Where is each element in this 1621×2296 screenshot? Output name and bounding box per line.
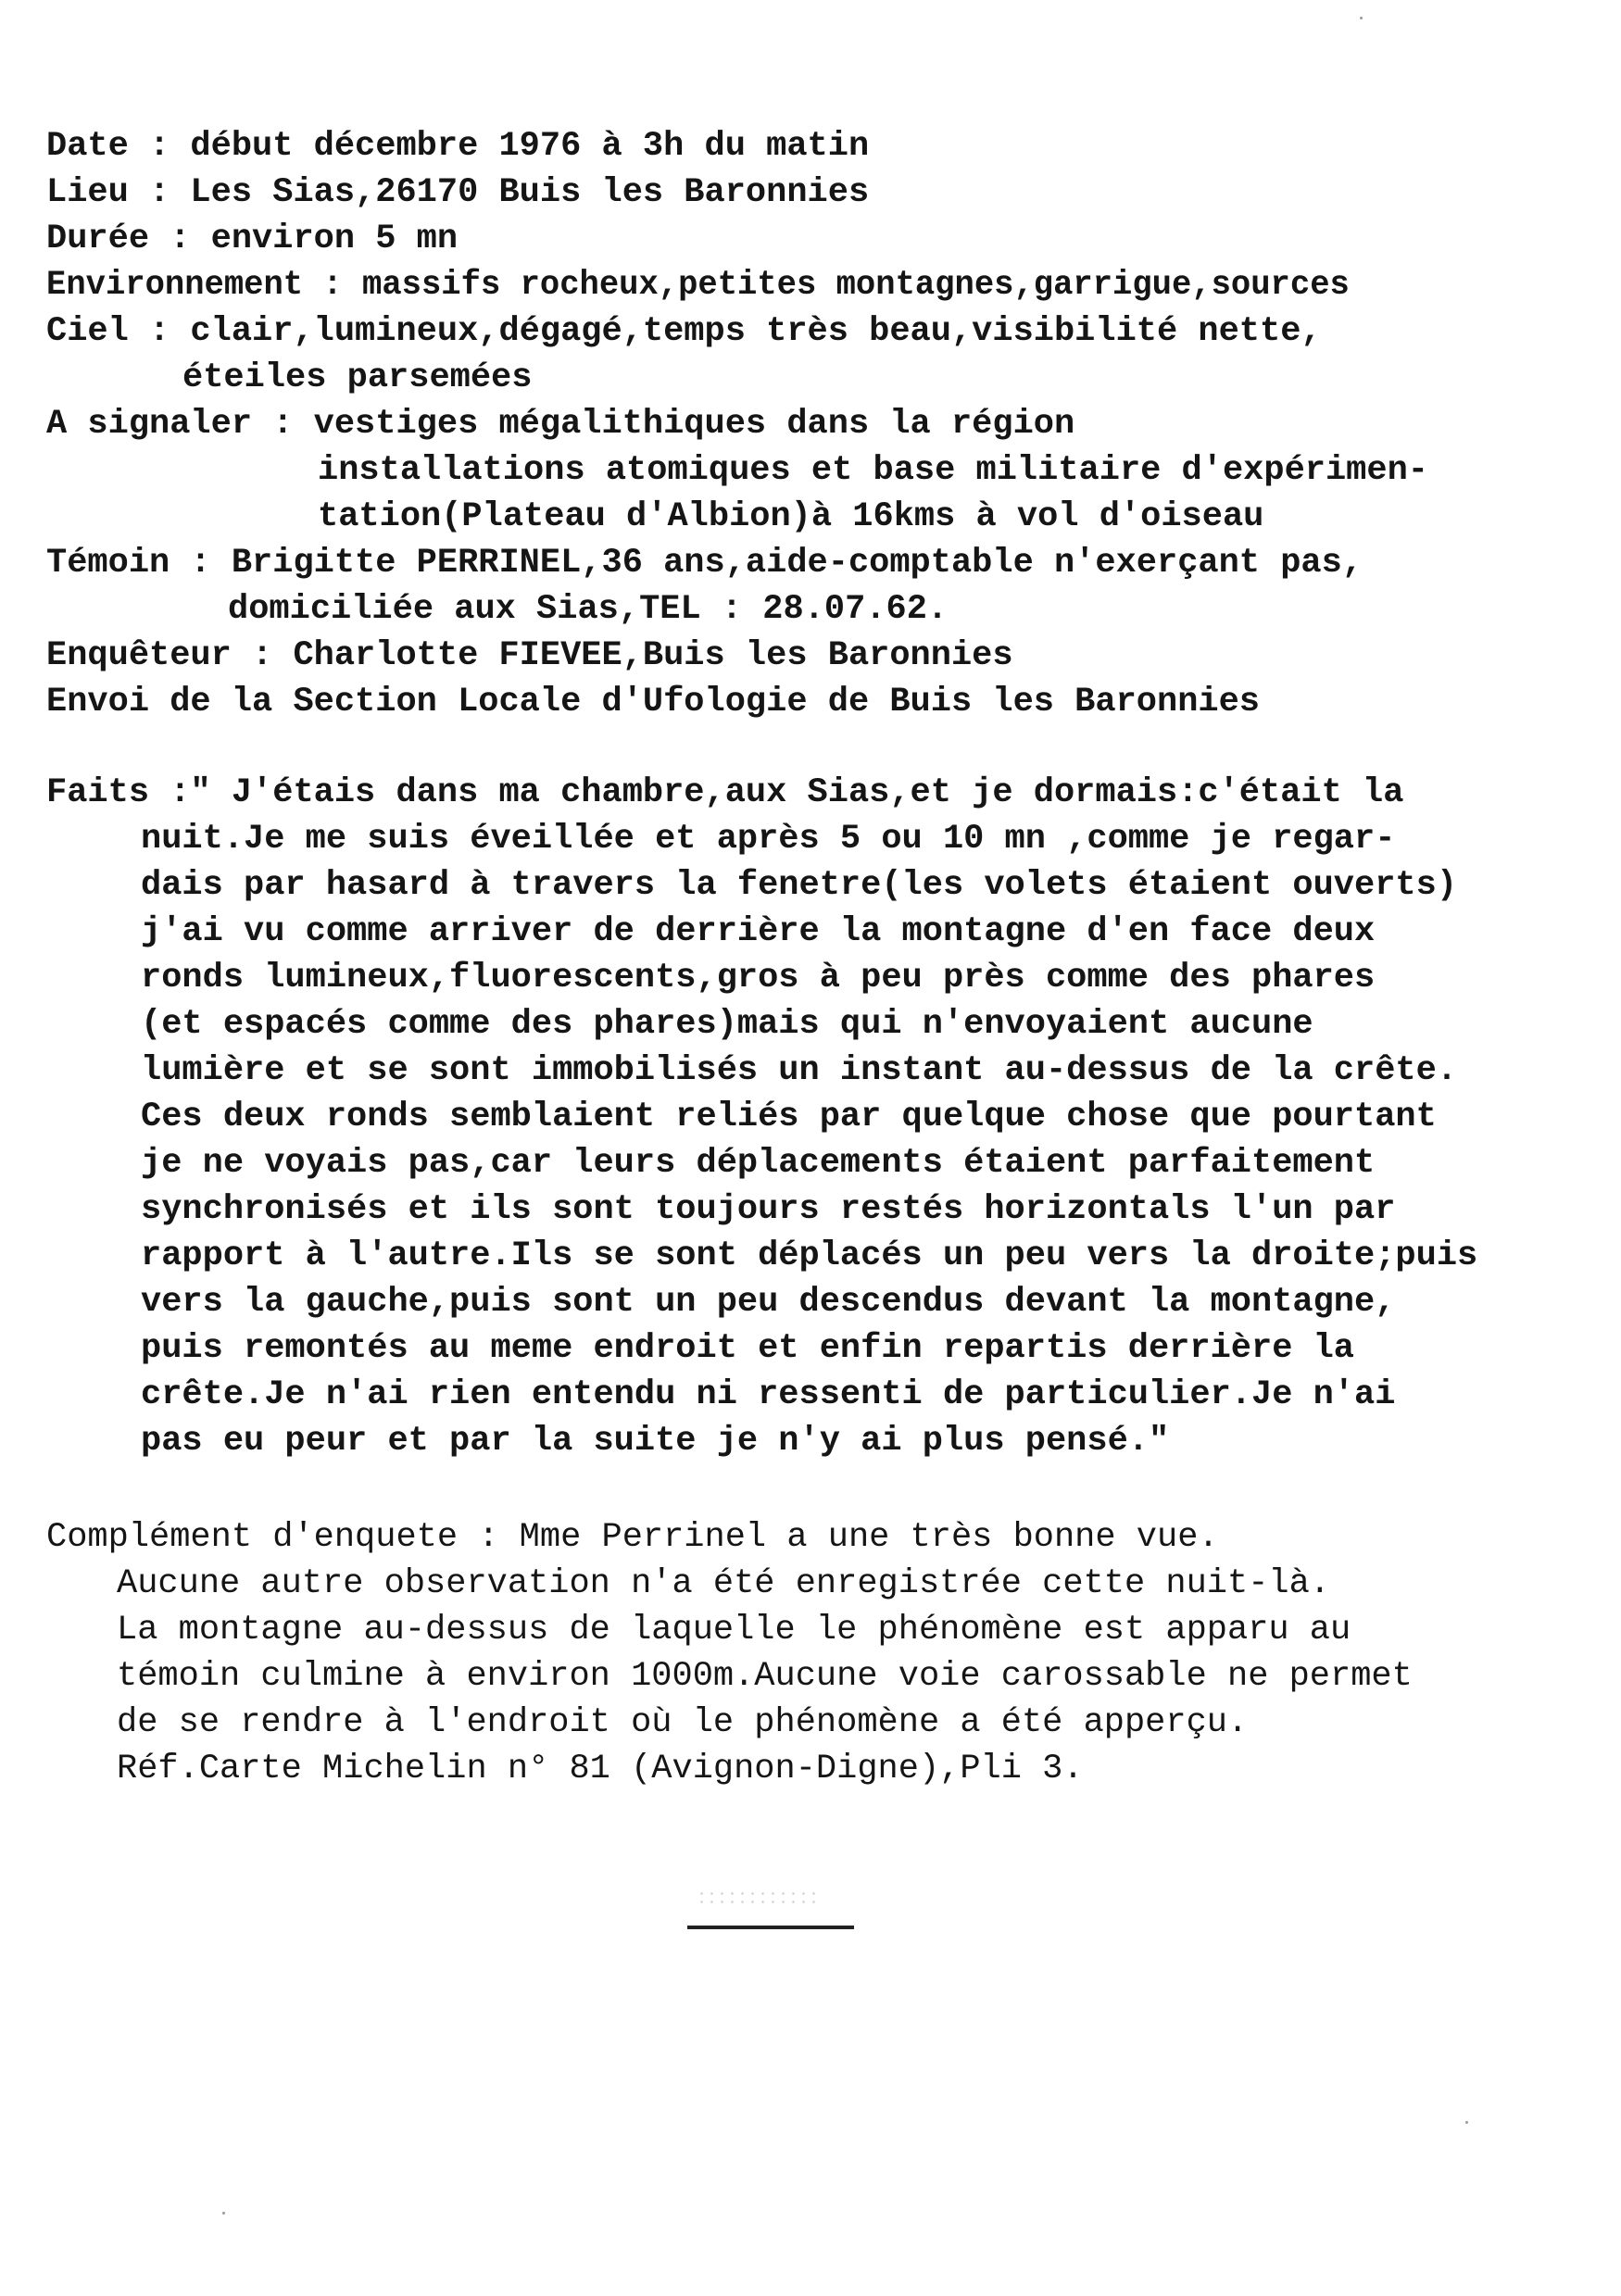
faits-line: j'ai vu comme arriver de derrière la montagne d'en face deux	[141, 912, 1376, 951]
date-line: Date : début décembre 1976 à 3h du matin	[46, 127, 870, 166]
faits-line: ronds lumineux,fluorescents,gros à peu près comme des phares	[141, 959, 1376, 997]
complement-line: Réf.Carte Michelin n° 81 (Avignon-Digne),Pli 3.	[117, 1750, 1084, 1788]
complement-line: Aucune autre observation n'a été enregistrée cette nuit-là.	[117, 1564, 1331, 1603]
faits-line: pas eu peur et par la suite je n'y ai plus pensé."	[141, 1422, 1170, 1461]
faits-line: Ces deux ronds semblaient reliés par quelque chose que pourtant	[141, 1098, 1437, 1136]
faits-line: nuit.Je me suis éveillée et après 5 ou 10 mn ,comme je regar-	[141, 820, 1396, 859]
complement-line: Complément d'enquete : Mme Perrinel a une très bonne vue.	[46, 1518, 1219, 1557]
faits-line: puis remontés au meme endroit et enfin repartis derrière la	[141, 1329, 1355, 1368]
temoin-line-1: Témoin : Brigitte PERRINEL,36 ans,aide-comptable n'exerçant pas,	[46, 544, 1363, 583]
faits-line: je ne voyais pas,car leurs déplacements étaient parfaitement	[141, 1144, 1376, 1183]
temoin-line-2: domiciliée aux Sias,TEL : 28.07.62.	[228, 590, 949, 629]
complement-line: de se rendre à l'endroit où le phénomène a été apperçu.	[117, 1703, 1249, 1742]
end-rule	[687, 1926, 854, 1929]
ciel-line-2: éteiles parsemées	[182, 358, 533, 397]
signaler-line-2: installations atomiques et base militaire d'expérimen-	[318, 451, 1428, 490]
environnement-line: Environnement : massifs rocheux,petites montagnes,garrigue,sources	[46, 266, 1350, 305]
envoi-line: Envoi de la Section Locale d'Ufologie de Buis les Baronnies	[46, 683, 1261, 721]
duree-line: Durée : environ 5 mn	[46, 220, 459, 258]
signaler-line-1: A signaler : vestiges mégalithiques dans la région	[46, 405, 1075, 444]
complement-line: témoin culmine à environ 1000m.Aucune voie carossable ne permet	[117, 1657, 1413, 1696]
signaler-line-3: tation(Plateau d'Albion)à 16kms à vol d'oiseau	[318, 497, 1264, 536]
faits-line: rapport à l'autre.Ils se sont déplacés un peu vers la droite;puis	[141, 1236, 1478, 1275]
paper-speck	[1465, 2121, 1468, 2124]
complement-line: La montagne au-dessus de laquelle le phénomène est apparu au	[117, 1611, 1351, 1650]
faits-line: (et espacés comme des phares)mais qui n'envoyaient aucune	[141, 1005, 1313, 1044]
ciel-line-1: Ciel : clair,lumineux,dégagé,temps très beau,visibilité nette,	[46, 312, 1322, 351]
faits-line: Faits :" J'étais dans ma chambre,aux Sias,et je dormais:c'était la	[46, 773, 1404, 812]
faits-line: synchronisés et ils sont toujours restés horizontals l'un par	[141, 1190, 1396, 1229]
dotted-mark	[697, 1889, 817, 1908]
faits-line: dais par hasard à travers la fenetre(les volets étaient ouverts)	[141, 866, 1458, 905]
lieu-line: Lieu : Les Sias,26170 Buis les Baronnies	[46, 173, 870, 212]
faits-line: lumière et se sont immobilisés un instant au-dessus de la crête.	[141, 1051, 1458, 1090]
enqueteur-line: Enquêteur : Charlotte FIEVEE,Buis les Baronnies	[46, 636, 1013, 675]
paper-speck	[222, 2212, 225, 2214]
faits-line: crête.Je n'ai rien entendu ni ressenti de particulier.Je n'ai	[141, 1375, 1396, 1414]
paper-speck	[1360, 17, 1363, 19]
faits-line: vers la gauche,puis sont un peu descendus devant la montagne,	[141, 1283, 1396, 1322]
